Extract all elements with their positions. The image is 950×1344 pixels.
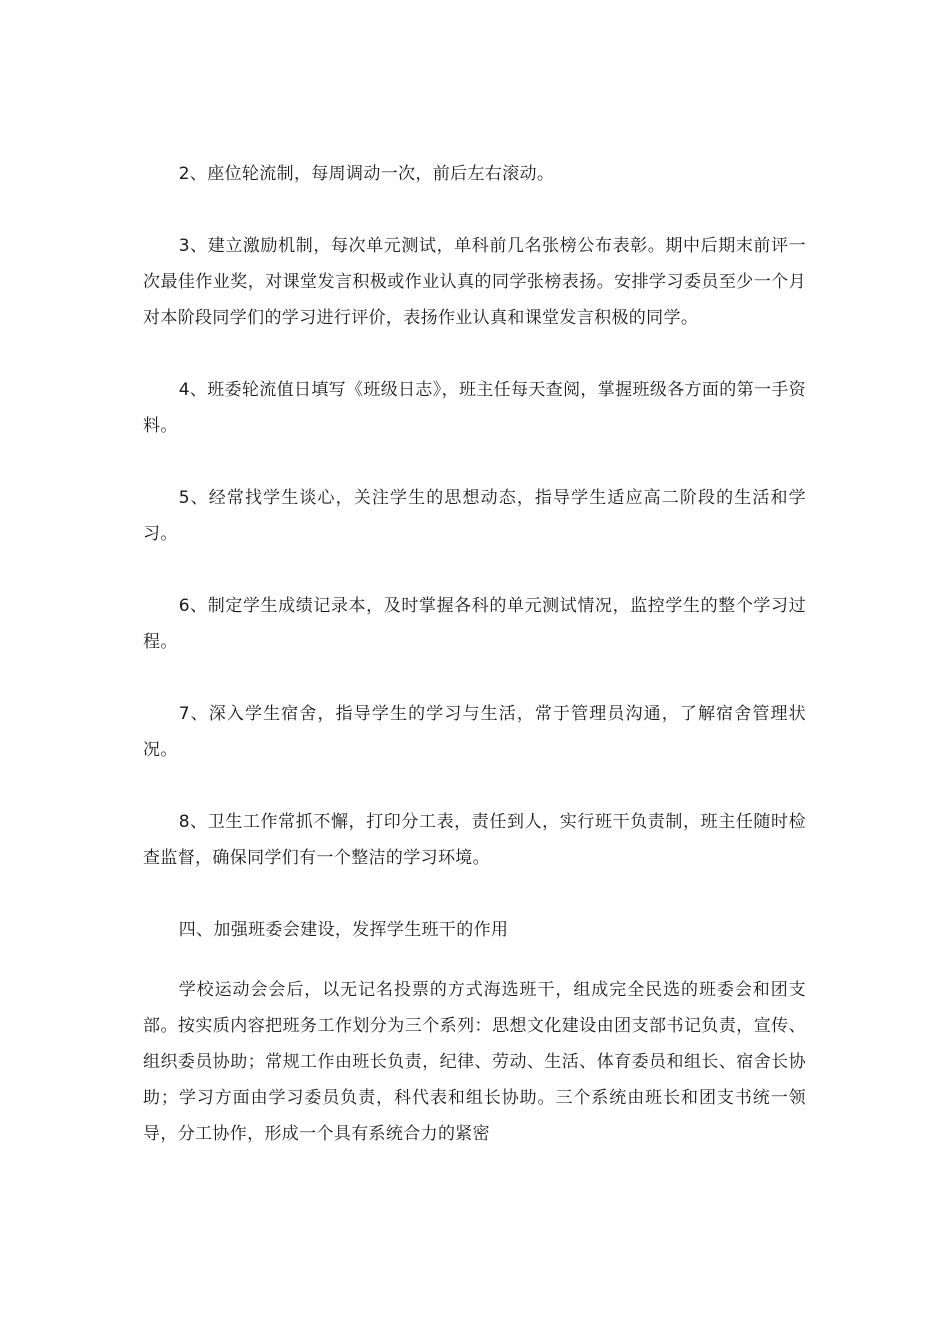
paragraph-item-3: 3、建立激励机制，每次单元测试，单科前几名张榜公布表彰。期中后期末前评一次最佳作业奖，对课堂发言积极或作业认真的同学张榜表扬。安排学习委员至少一个月对本阶段同学们的学习进行评价，表扬作业认真和课堂发言积极的同学。 (143, 236, 806, 328)
document-body (143, 156, 806, 1188)
paragraph-item-6: 6、制定学生成绩记录本，及时掌握各科的单元测试情况，监控学生的整个学习过程。 (143, 596, 806, 652)
paragraph-item-2: 2、座位轮流制，每周调动一次，前后左右滚动。 (178, 164, 555, 184)
paragraph-class-committee: 学校运动会会后，以无记名投票的方式海选班干，组成完全民选的班委会和团支部。按实质内容把班务工作划分为三个系列：思想文化建设由团支部书记负责，宣传、组织委员协助；常规工作由班长负责，纪律、劳动、生活、体育委员和组长、宿舍长协助；学习方面由学习委员负责，科代表和组长协助。三个系统由班长和团支书统一领导，分工协作，形成一个具有系统合力的紧密 (143, 980, 806, 1144)
paragraph-item-5: 5、经常找学生谈心，关注学生的思想动态，指导学生适应高二阶段的生活和学习。 (143, 488, 806, 544)
paragraph-item-8: 8、卫生工作常抓不懈，打印分工表，责任到人，实行班干负责制，班主任随时检查监督，确保同学们有一个整洁的学习环境。 (143, 812, 806, 868)
paragraph-item-7: 7、深入学生宿舍，指导学生的学习与生活，常于管理员沟通，了解宿舍管理状况。 (143, 704, 806, 760)
section-heading-4: 四、加强班委会建设，发挥学生班干的作用 (178, 920, 509, 940)
paragraph-item-4: 4、班委轮流值日填写《班级日志》，班主任每天查阅，掌握班级各方面的第一手资料。 (143, 380, 806, 436)
